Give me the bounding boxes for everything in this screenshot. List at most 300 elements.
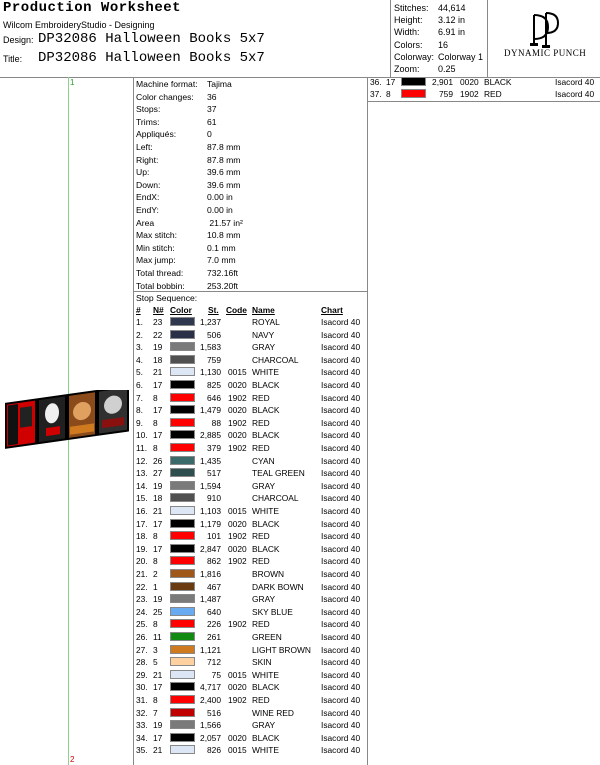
- thread-chart: Isacord 40: [321, 417, 361, 428]
- thread-chart: Isacord 40: [321, 732, 361, 743]
- color-swatch: [170, 745, 195, 754]
- info-value: 0.1 mm: [207, 242, 236, 253]
- stop-number: 14.: [136, 480, 148, 491]
- thread-chart: Isacord 40: [321, 569, 361, 579]
- table-row: [0, 317, 367, 329]
- color-name: RED: [252, 556, 270, 567]
- table-row: [0, 89, 600, 101]
- color-name: RED: [252, 531, 270, 542]
- stop-number: 24.: [136, 606, 148, 617]
- color-swatch: [170, 657, 195, 666]
- needle-number: 8: [153, 443, 158, 453]
- info-row: [136, 104, 217, 114]
- thread-chart: Isacord 40: [321, 745, 361, 756]
- info-row: [136, 129, 212, 139]
- stat-value: Colorway 1: [438, 51, 484, 62]
- table-row: [0, 330, 367, 342]
- header-num: #: [136, 305, 141, 315]
- stop-number: 36.: [370, 77, 382, 87]
- color-swatch: [170, 569, 195, 578]
- stop-number: 10.: [136, 430, 148, 441]
- info-value: 7.0 mm: [207, 255, 236, 266]
- color-name: BLACK: [252, 682, 280, 693]
- stat-label: Colors:: [394, 39, 423, 50]
- thread-chart: Isacord 40: [321, 606, 361, 617]
- thread-code: 0020: [228, 682, 247, 693]
- needle-number: 17: [153, 732, 163, 743]
- color-name: BLACK: [252, 430, 280, 441]
- stop-number: 5.: [136, 367, 143, 378]
- color-name: RED: [252, 417, 270, 428]
- stitch-count: 2,847: [200, 543, 221, 554]
- color-name: NAVY: [252, 329, 275, 340]
- design-label: Design:: [3, 35, 34, 45]
- color-swatch: [170, 531, 195, 540]
- info-label: Max jump:: [136, 255, 176, 266]
- color-name: RED: [252, 695, 270, 705]
- thread-chart: Isacord 40: [321, 657, 361, 668]
- stop-number: 7.: [136, 392, 143, 403]
- thread-chart: Isacord 40: [321, 581, 361, 592]
- info-row: [136, 218, 243, 228]
- header-stitches: St.: [208, 305, 219, 315]
- needle-number: 18: [153, 493, 163, 504]
- color-name: BLACK: [252, 405, 280, 416]
- needle-number: 19: [153, 720, 163, 731]
- color-name: GRAY: [252, 720, 276, 731]
- stitch-count: 516: [207, 707, 221, 718]
- needle-number: 18: [153, 354, 163, 365]
- color-swatch: [170, 670, 195, 679]
- stitch-count: 2,885: [200, 430, 221, 441]
- info-row: [136, 281, 238, 291]
- stitch-count: 1,594: [200, 480, 221, 491]
- needle-number: 19: [153, 594, 163, 605]
- table-row: [0, 745, 367, 757]
- table-row: [0, 695, 367, 707]
- needle-number: 3: [153, 644, 158, 655]
- info-label: Area: [136, 217, 155, 228]
- thread-chart: Isacord 40: [321, 644, 361, 655]
- color-swatch: [170, 645, 195, 654]
- needle-number: 8: [153, 531, 158, 542]
- stop-number: 1.: [136, 317, 143, 327]
- info-value: 0.00 in: [207, 192, 233, 203]
- needle-number: 5: [153, 657, 158, 668]
- info-value: 39.6 mm: [207, 167, 241, 178]
- table-row: [0, 544, 367, 556]
- stop-number: 23.: [136, 594, 148, 605]
- color-swatch: [170, 556, 195, 565]
- stitch-count: 75: [211, 669, 221, 680]
- stop-number: 18.: [136, 531, 148, 542]
- info-label: Total thread:: [136, 268, 184, 278]
- stop-number: 9.: [136, 417, 143, 428]
- stop-number: 2.: [136, 329, 143, 340]
- info-row: [136, 243, 236, 253]
- color-name: GRAY: [252, 594, 276, 605]
- info-row: [136, 142, 240, 152]
- stitch-count: 2,400: [200, 695, 221, 705]
- needle-number: 2: [153, 569, 158, 579]
- stitch-count: 1,103: [200, 506, 221, 516]
- info-label: Color changes:: [136, 91, 194, 102]
- info-label: Trims:: [136, 116, 160, 127]
- needle-number: 19: [153, 342, 163, 353]
- stop-number: 29.: [136, 669, 148, 680]
- thread-chart: Isacord 40: [321, 506, 361, 516]
- start-marker: 1: [70, 78, 75, 87]
- table-row: [0, 569, 367, 581]
- thread-chart: Isacord 40: [321, 493, 361, 504]
- stop-number: 31.: [136, 695, 148, 705]
- color-swatch: [170, 506, 195, 515]
- header-divider-v2: [487, 0, 488, 77]
- thread-code: 1902: [228, 392, 247, 403]
- stop-sequence-label: Stop Sequence:: [136, 293, 198, 303]
- color-swatch: [170, 682, 195, 691]
- table-row: [0, 506, 367, 518]
- thread-code: 0015: [228, 506, 247, 516]
- thread-code: 0015: [228, 367, 247, 378]
- thread-code: 0015: [228, 745, 247, 756]
- end-marker: 2: [70, 755, 75, 764]
- thread-code: 0020: [460, 77, 479, 87]
- stitch-count: 506: [207, 329, 221, 340]
- color-name: CHARCOAL: [252, 354, 299, 365]
- info-value: 21.57 in²: [207, 217, 243, 228]
- thread-chart: Isacord 40: [321, 619, 361, 630]
- header-needle: N#: [153, 305, 164, 315]
- thread-chart: Isacord 40: [321, 455, 361, 466]
- thread-code: 0020: [228, 518, 247, 529]
- stop-number: 6.: [136, 380, 143, 390]
- stop-number: 19.: [136, 543, 148, 554]
- stop-number: 27.: [136, 644, 148, 655]
- info-value: 0: [207, 129, 212, 140]
- color-swatch: [170, 493, 195, 502]
- needle-number: 21: [153, 367, 163, 378]
- logo-text: DYNAMIC PUNCH: [504, 48, 587, 58]
- table-row: [0, 481, 367, 493]
- color-swatch: [170, 456, 195, 465]
- thread-code: 0020: [228, 732, 247, 743]
- stitch-count: 759: [439, 89, 453, 99]
- needle-number: 19: [153, 480, 163, 491]
- needle-number: 8: [153, 417, 158, 428]
- color-swatch: [170, 708, 195, 717]
- stat-value: 6.91 in: [438, 27, 466, 38]
- thread-chart: Isacord 40: [321, 720, 361, 731]
- stat-label: Colorway:: [394, 51, 435, 62]
- color-name: RED: [252, 443, 270, 453]
- info-label: Max stitch:: [136, 230, 178, 241]
- stitch-count: 1,479: [200, 405, 221, 416]
- thread-chart: Isacord 40: [321, 443, 361, 453]
- info-row: [136, 255, 236, 265]
- thread-code: 1902: [228, 531, 247, 542]
- stitch-count: 4,717: [200, 682, 221, 693]
- color-swatch: [170, 393, 195, 402]
- info-value: 37: [207, 104, 217, 115]
- table-row: [0, 556, 367, 568]
- stitch-count: 759: [207, 354, 221, 365]
- stitch-count: 2,057: [200, 732, 221, 743]
- stitch-count: 825: [207, 380, 221, 390]
- needle-number: 17: [153, 543, 163, 554]
- stitch-count: 1,237: [200, 317, 221, 327]
- info-label: Right:: [136, 154, 159, 165]
- stitch-count: 88: [211, 417, 221, 428]
- stop-number: 13.: [136, 468, 148, 479]
- stop-number: 16.: [136, 506, 148, 516]
- thread-chart: Isacord 40: [321, 594, 361, 605]
- column-divider-2: [367, 77, 368, 765]
- thread-chart: Isacord 40: [321, 329, 361, 340]
- thread-chart: Isacord 40: [555, 89, 595, 99]
- info-label: Up:: [136, 167, 150, 178]
- software-name: Wilcom EmbroideryStudio - Designing: [3, 20, 155, 30]
- thread-chart: Isacord 40: [555, 77, 595, 87]
- stat-row: [394, 15, 465, 25]
- color-swatch: [401, 89, 426, 98]
- stitch-count: 826: [207, 745, 221, 756]
- color-swatch: [170, 544, 195, 553]
- info-label: Left:: [136, 142, 153, 152]
- thread-code: 0015: [228, 669, 247, 680]
- table-row: [0, 342, 367, 354]
- stop-number: 33.: [136, 720, 148, 731]
- stitch-count: 1,583: [200, 342, 221, 353]
- thread-chart: Isacord 40: [321, 342, 361, 353]
- table-row: [0, 380, 367, 392]
- needle-number: 17: [153, 682, 163, 693]
- table-row: [0, 405, 367, 417]
- info-label: Min stitch:: [136, 242, 175, 253]
- info-value: 87.8 mm: [207, 154, 241, 165]
- header-code: Code: [226, 305, 247, 315]
- info-row: [136, 117, 217, 127]
- stitch-count: 1,487: [200, 594, 221, 605]
- stat-row: [394, 52, 483, 62]
- table-row: [0, 645, 367, 657]
- needle-number: 17: [153, 518, 163, 529]
- design-value: DP32086 Halloween Books 5x7: [38, 31, 265, 47]
- needle-number: 21: [153, 745, 163, 756]
- stitch-count: 1,816: [200, 569, 221, 579]
- table-row: [0, 582, 367, 594]
- color-name: RED: [484, 89, 502, 99]
- stat-row: [394, 64, 456, 74]
- stat-row: [394, 40, 448, 50]
- color-swatch: [170, 519, 195, 528]
- thread-chart: Isacord 40: [321, 380, 361, 390]
- stat-value: 0.25: [438, 64, 456, 74]
- header-name: Name: [252, 305, 275, 315]
- stop-number: 26.: [136, 632, 148, 642]
- info-value: Tajima: [207, 79, 232, 89]
- table-row: [0, 670, 367, 682]
- info-label: Machine format:: [136, 79, 198, 89]
- color-name: BLACK: [252, 543, 280, 554]
- color-name: WHITE: [252, 669, 279, 680]
- color-name: WHITE: [252, 367, 279, 378]
- stitch-count: 646: [207, 392, 221, 403]
- table-row: [0, 531, 367, 543]
- stat-value: 16: [438, 39, 449, 50]
- stop-number: 12.: [136, 455, 148, 466]
- stop-number: 30.: [136, 682, 148, 693]
- color-swatch: [170, 330, 195, 339]
- thread-chart: Isacord 40: [321, 430, 361, 441]
- thread-code: 0020: [228, 543, 247, 554]
- needle-number: 8: [153, 392, 158, 403]
- color-swatch: [401, 77, 426, 86]
- stop-number: 28.: [136, 657, 148, 668]
- stop-number: 37.: [370, 89, 382, 99]
- info-value: 39.6 mm: [207, 179, 241, 190]
- stop-number: 4.: [136, 354, 143, 365]
- stitch-count: 379: [207, 443, 221, 453]
- table-row: [0, 733, 367, 745]
- color-name: GRAY: [252, 480, 276, 491]
- color-name: SKY BLUE: [252, 606, 293, 617]
- thread-chart: Isacord 40: [321, 669, 361, 680]
- color-name: LIGHT BROWN: [252, 644, 311, 655]
- needle-number: 8: [386, 89, 391, 99]
- header-divider-v1: [390, 0, 391, 77]
- thread-chart: Isacord 40: [321, 480, 361, 491]
- color-name: BLACK: [484, 77, 512, 87]
- stop-number: 34.: [136, 732, 148, 743]
- table-row: [0, 393, 367, 405]
- info-row: [136, 192, 233, 202]
- info-row: [136, 180, 240, 190]
- table-row: [0, 657, 367, 669]
- stat-row: [394, 3, 466, 13]
- color-name: RED: [252, 392, 270, 403]
- thread-chart: Isacord 40: [321, 468, 361, 479]
- stitch-count: 101: [207, 531, 221, 542]
- header-chart: Chart: [321, 305, 343, 315]
- info-value: 253.20ft: [207, 280, 239, 291]
- stitch-count: 862: [207, 556, 221, 567]
- stitch-count: 1,566: [200, 720, 221, 731]
- color-swatch: [170, 355, 195, 364]
- stop-number: 21.: [136, 569, 148, 579]
- stitch-count: 261: [207, 632, 221, 642]
- needle-number: 23: [153, 317, 163, 327]
- thread-code: 0020: [228, 380, 247, 390]
- stop-number: 20.: [136, 556, 148, 567]
- table-row: [0, 632, 367, 644]
- color-swatch: [170, 430, 195, 439]
- color-swatch: [170, 720, 195, 729]
- info-value: 10.8 mm: [207, 230, 241, 241]
- thread-chart: Isacord 40: [321, 518, 361, 529]
- needle-number: 7: [153, 707, 158, 718]
- needle-number: 26: [153, 455, 163, 466]
- stitch-count: 517: [207, 468, 221, 479]
- info-row: [136, 268, 238, 278]
- stat-value: 3.12 in: [438, 15, 466, 26]
- continued-divider: [367, 101, 600, 102]
- color-swatch: [170, 342, 195, 351]
- table-header: [0, 305, 367, 317]
- needle-number: 17: [153, 380, 163, 390]
- table-row: [0, 607, 367, 619]
- color-swatch: [170, 607, 195, 616]
- info-label: Total bobbin:: [136, 280, 185, 291]
- color-name: WHITE: [252, 745, 279, 756]
- color-swatch: [170, 367, 195, 376]
- color-swatch: [170, 582, 195, 591]
- color-name: BROWN: [252, 569, 285, 579]
- table-row: [0, 619, 367, 631]
- needle-number: 21: [153, 506, 163, 516]
- color-name: DARK BOWN: [252, 581, 304, 592]
- needle-number: 8: [153, 556, 158, 567]
- stitch-count: 910: [207, 493, 221, 504]
- thread-chart: Isacord 40: [321, 367, 361, 378]
- info-value: 732.16ft: [207, 268, 239, 278]
- needle-number: 1: [153, 581, 158, 592]
- table-row: [0, 708, 367, 720]
- color-name: RED: [252, 619, 270, 630]
- table-row: [0, 468, 367, 480]
- stop-number: 22.: [136, 581, 148, 592]
- color-name: ROYAL: [252, 317, 280, 327]
- header-color: Color: [170, 305, 192, 315]
- table-row: [0, 355, 367, 367]
- stitch-count: 640: [207, 606, 221, 617]
- stitch-count: 1,435: [200, 455, 221, 466]
- color-swatch: [170, 733, 195, 742]
- color-swatch: [170, 619, 195, 628]
- color-name: WHITE: [252, 506, 279, 516]
- info-row: [136, 155, 240, 165]
- thread-chart: Isacord 40: [321, 556, 361, 567]
- stitch-count: 1,179: [200, 518, 221, 529]
- stat-label: Zoom:: [394, 64, 420, 74]
- color-name: TEAL GREEN: [252, 468, 305, 479]
- stat-label: Width:: [394, 27, 420, 38]
- needle-number: 17: [386, 77, 396, 87]
- table-row: [0, 430, 367, 442]
- table-row: [0, 443, 367, 455]
- stop-number: 32.: [136, 707, 148, 718]
- info-label: Stops:: [136, 104, 161, 115]
- stitch-count: 226: [207, 619, 221, 630]
- stop-number: 8.: [136, 405, 143, 416]
- color-name: GREEN: [252, 632, 282, 642]
- thread-chart: Isacord 40: [321, 543, 361, 554]
- color-name: BLACK: [252, 380, 280, 390]
- logo: [490, 3, 598, 73]
- needle-number: 8: [153, 619, 158, 630]
- stop-number: 17.: [136, 518, 148, 529]
- info-value: 87.8 mm: [207, 142, 241, 152]
- color-swatch: [170, 418, 195, 427]
- color-swatch: [170, 594, 195, 603]
- thread-code: 1902: [460, 89, 479, 99]
- thread-chart: Isacord 40: [321, 354, 361, 365]
- color-name: GRAY: [252, 342, 276, 353]
- table-row: [0, 367, 367, 379]
- thread-code: 1902: [228, 695, 247, 705]
- color-name: BLACK: [252, 732, 280, 743]
- stop-number: 35.: [136, 745, 148, 756]
